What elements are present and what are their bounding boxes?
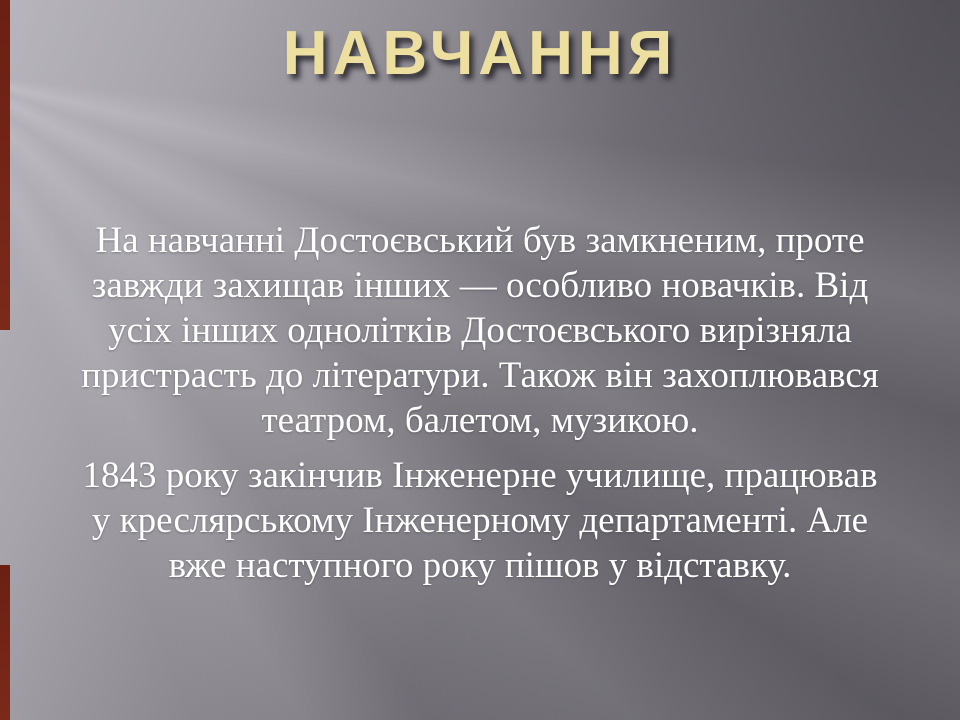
body-paragraph: 1843 року закінчив Інженерне училище, працював у креслярському Інженерному департаменті. Але вже наступного року пішов у відставку. [82, 455, 878, 586]
slide-title: НАВЧАННЯ [282, 19, 678, 88]
slide-body [72, 218, 888, 598]
body-paragraph: На навчанні Достоєвський був замкненим, проте завжди захищав інших — особливо новачків. Від усіх інших однолітків Достоєвського вирізняла пристрасть до літератури. Також він захоплювався театром, балетом, музикою. [81, 220, 879, 441]
left-accent-bar-bottom [0, 565, 10, 720]
